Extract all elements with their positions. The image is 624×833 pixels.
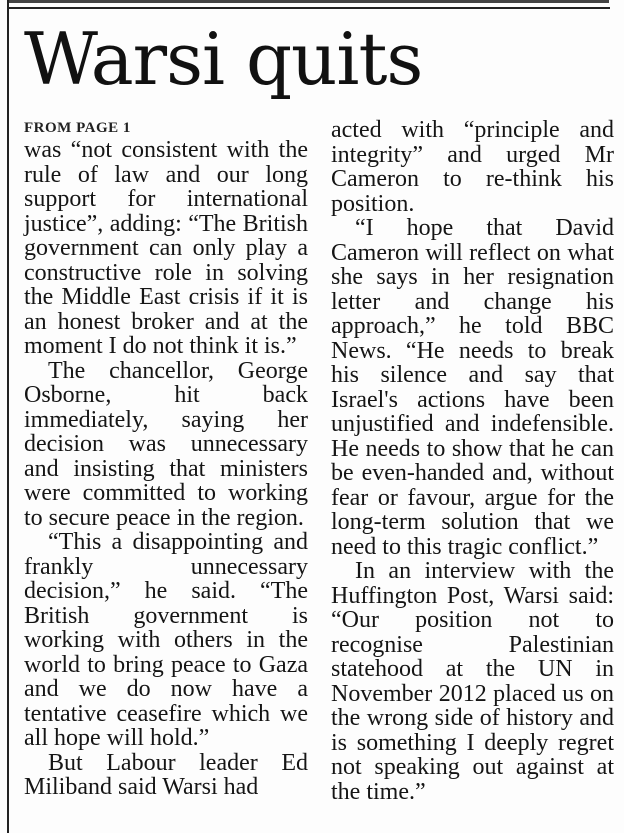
- paragraph: But Labour leader Ed Miliband said Warsi had: [24, 749, 308, 800]
- paragraph: “I hope that David Cameron will reflect on what she says in her resignation letter and change his approach,” he told BBC News. “He needs to break his silence and say that Israel's actions have been unjustified and indefensible. He needs to show that he can be even-handed and, without fear or favour, argue for the long-term solution that we need to this tragic conflict.”: [331, 215, 614, 560]
- continuation-kicker: FROM PAGE 1: [24, 120, 131, 136]
- paragraph: “This a disappointing and frankly unnecessary decision,” he said. “The British government is working with others in the world to bring peace to Gaza and we do now have a tentative ceasefire which we all hope will hold.”: [24, 529, 308, 751]
- paragraph: was “not consistent with the rule of law and our long support for international justice”, adding: “The British government can only play a constructive role in solving the Middle East crisis if it is an honest broker and at the moment I do not think it is.”: [24, 137, 308, 359]
- top-rule-edge: [9, 0, 609, 3]
- paragraph: In an interview with the Huffington Post, Warsi said: “Our position not to recognise Palestinian statehood at the UN in November 2012 placed us on the wrong side of history and is something I deeply regret not speaking out against at the time.”: [331, 558, 614, 805]
- paragraph: The chancellor, George Osborne, hit back immediately, saying her decision was unnecessary and insisting that ministers were committed to working to secure peace in the region.: [24, 357, 308, 531]
- left-column: [24, 118, 308, 800]
- paragraph: acted with “principle and integrity” and urged Mr Cameron to re-think his position.: [331, 117, 614, 217]
- left-rule: [7, 0, 9, 833]
- right-column: [331, 118, 614, 804]
- headline: Warsi quits: [24, 17, 423, 101]
- top-rule: [7, 7, 610, 9]
